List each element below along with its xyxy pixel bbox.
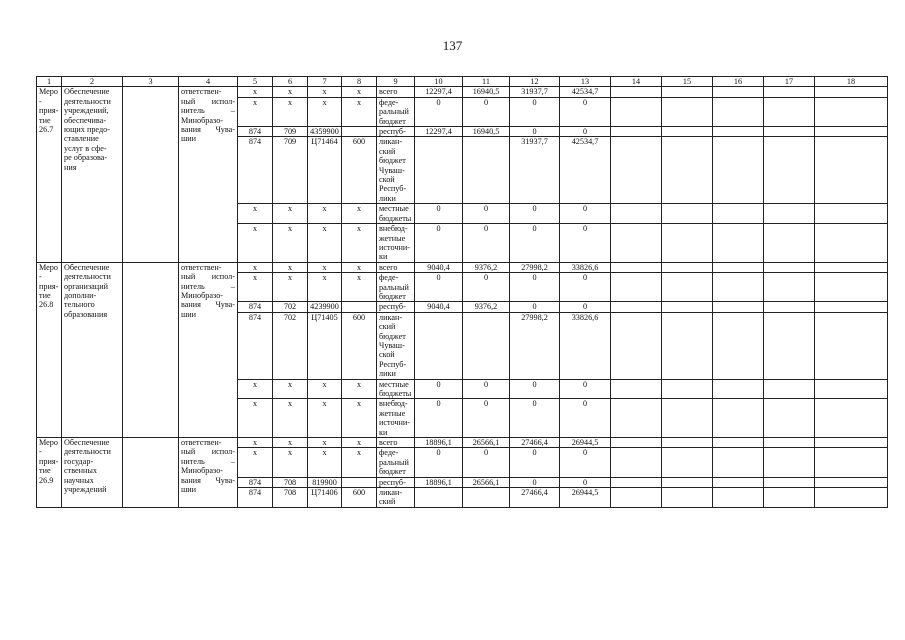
value-col-15: [662, 273, 713, 302]
expense-type-code: x: [342, 379, 377, 399]
value-col-11: [463, 312, 510, 379]
value-col-15: [662, 137, 713, 204]
value-col-12: 0: [510, 379, 560, 399]
value-col-13: 0: [560, 273, 611, 302]
value-col-10: 0: [415, 273, 463, 302]
gr-code: x: [238, 87, 273, 97]
value-col-18: [815, 204, 888, 224]
expense-type-code: x: [342, 448, 377, 477]
value-col-17: [764, 477, 815, 487]
value-col-16: [713, 262, 764, 272]
expense-type-code: x: [342, 204, 377, 224]
value-col-13: 42534,7: [560, 137, 611, 204]
gr-code: 874: [238, 302, 273, 312]
value-col-14: [611, 87, 662, 97]
section-code: 709: [273, 137, 308, 204]
section-code: x: [273, 399, 308, 438]
value-col-14: [611, 273, 662, 302]
value-col-15: [662, 262, 713, 272]
value-col-15: [662, 87, 713, 97]
value-col-12: 27998,2: [510, 312, 560, 379]
target-article-code: x: [308, 87, 342, 97]
budget-table: [36, 76, 888, 508]
value-col-12: 31937,7: [510, 137, 560, 204]
value-col-13: 26944,5: [560, 438, 611, 448]
section-code: 708: [273, 488, 308, 508]
value-col-17: [764, 127, 815, 137]
value-col-17: [764, 379, 815, 399]
column-number-10: 10: [415, 77, 463, 87]
value-col-15: [662, 224, 713, 263]
event-description: Обеспечение деятельности государ- ственных научных учреждений: [62, 438, 123, 508]
value-col-15: [662, 127, 713, 137]
value-col-17: [764, 399, 815, 438]
value-col-11: 0: [463, 448, 510, 477]
funding-source: ликан- ский: [377, 488, 415, 508]
section-code: x: [273, 87, 308, 97]
value-col-17: [764, 273, 815, 302]
value-col-13: 0: [560, 448, 611, 477]
value-col-10: 9040,4: [415, 262, 463, 272]
value-col-15: [662, 448, 713, 477]
expense-type-code: 600: [342, 312, 377, 379]
value-col-15: [662, 97, 713, 126]
target-article-code: 4239900: [308, 302, 342, 312]
table-row: [37, 438, 888, 448]
value-col-11: 26566,1: [463, 438, 510, 448]
value-col-14: [611, 127, 662, 137]
expense-type-code: 600: [342, 137, 377, 204]
funding-source: всего: [377, 262, 415, 272]
value-col-15: [662, 302, 713, 312]
column-number-13: 13: [560, 77, 611, 87]
target-article-code: x: [308, 399, 342, 438]
column-number-12: 12: [510, 77, 560, 87]
value-col-16: [713, 137, 764, 204]
gr-code: x: [238, 379, 273, 399]
value-col-18: [815, 302, 888, 312]
value-col-14: [611, 399, 662, 438]
section-code: x: [273, 97, 308, 126]
value-col-11: 0: [463, 273, 510, 302]
value-col-18: [815, 379, 888, 399]
value-col-11: 0: [463, 379, 510, 399]
value-col-15: [662, 477, 713, 487]
column-3-cell: [123, 87, 179, 262]
value-col-17: [764, 262, 815, 272]
column-number-1: 1: [37, 77, 62, 87]
value-col-14: [611, 137, 662, 204]
value-col-18: [815, 97, 888, 126]
value-col-14: [611, 488, 662, 508]
value-col-11: 9376,2: [463, 262, 510, 272]
section-code: x: [273, 448, 308, 477]
column-number-5: 5: [238, 77, 273, 87]
value-col-15: [662, 204, 713, 224]
value-col-15: [662, 379, 713, 399]
expense-type-code: [342, 477, 377, 487]
target-article-code: Ц71406: [308, 488, 342, 508]
value-col-12: 0: [510, 477, 560, 487]
funding-source: респуб-: [377, 127, 415, 137]
expense-type-code: x: [342, 262, 377, 272]
section-code: x: [273, 438, 308, 448]
value-col-18: [815, 438, 888, 448]
target-article-code: x: [308, 379, 342, 399]
section-code: x: [273, 204, 308, 224]
event-description: Обеспечение деятельности организаций дополни- тельного образования: [62, 262, 123, 437]
value-col-18: [815, 488, 888, 508]
value-col-18: [815, 137, 888, 204]
value-col-11: [463, 137, 510, 204]
value-col-16: [713, 204, 764, 224]
expense-type-code: [342, 127, 377, 137]
value-col-14: [611, 379, 662, 399]
gr-code: x: [238, 204, 273, 224]
expense-type-code: x: [342, 273, 377, 302]
value-col-18: [815, 262, 888, 272]
value-col-12: 0: [510, 127, 560, 137]
value-col-11: 0: [463, 224, 510, 263]
value-col-10: 18896,1: [415, 477, 463, 487]
value-col-18: [815, 273, 888, 302]
column-3-cell: [123, 262, 179, 437]
gr-code: x: [238, 273, 273, 302]
value-col-16: [713, 312, 764, 379]
value-col-14: [611, 448, 662, 477]
target-article-code: 819900: [308, 477, 342, 487]
value-col-16: [713, 477, 764, 487]
value-col-13: 42534,7: [560, 87, 611, 97]
gr-code: 874: [238, 312, 273, 379]
value-col-10: 0: [415, 399, 463, 438]
value-col-18: [815, 224, 888, 263]
value-col-11: 9376,2: [463, 302, 510, 312]
value-col-10: [415, 137, 463, 204]
value-col-11: 0: [463, 204, 510, 224]
column-number-7: 7: [308, 77, 342, 87]
value-col-12: 27466,4: [510, 438, 560, 448]
column-number-2: 2: [62, 77, 123, 87]
value-col-10: [415, 312, 463, 379]
value-col-14: [611, 477, 662, 487]
value-col-12: 27998,2: [510, 262, 560, 272]
event-number: Меро- прия- тие 26.8: [37, 262, 62, 437]
section-code: 708: [273, 477, 308, 487]
column-number-14: 14: [611, 77, 662, 87]
value-col-10: 0: [415, 97, 463, 126]
value-col-14: [611, 97, 662, 126]
value-col-10: [415, 488, 463, 508]
value-col-11: 16940,5: [463, 127, 510, 137]
value-col-12: 27466,4: [510, 488, 560, 508]
value-col-14: [611, 438, 662, 448]
value-col-13: 0: [560, 302, 611, 312]
value-col-12: 0: [510, 204, 560, 224]
table-row: [37, 87, 888, 97]
value-col-17: [764, 438, 815, 448]
expense-type-code: x: [342, 438, 377, 448]
funding-source: внебюд- жетные источни- ки: [377, 399, 415, 438]
value-col-16: [713, 273, 764, 302]
gr-code: 874: [238, 488, 273, 508]
header-row: [37, 77, 888, 87]
section-code: x: [273, 262, 308, 272]
responsible-executor: ответствен- ный испол- нитель – Минобразо- вания Чува- шии: [179, 262, 238, 437]
event-number: Меро- прия- тие 26.7: [37, 87, 62, 262]
gr-code: x: [238, 97, 273, 126]
gr-code: x: [238, 262, 273, 272]
value-col-16: [713, 97, 764, 126]
funding-source: феде- ральный бюджет: [377, 448, 415, 477]
section-code: x: [273, 379, 308, 399]
column-number-16: 16: [713, 77, 764, 87]
column-number-11: 11: [463, 77, 510, 87]
value-col-16: [713, 488, 764, 508]
value-col-18: [815, 399, 888, 438]
value-col-10: 0: [415, 224, 463, 263]
funding-source: феде- ральный бюджет: [377, 97, 415, 126]
value-col-10: 12297,4: [415, 127, 463, 137]
value-col-12: 31937,7: [510, 87, 560, 97]
column-number-4: 4: [179, 77, 238, 87]
table-body: [37, 87, 888, 507]
section-code: 709: [273, 127, 308, 137]
column-number-18: 18: [815, 77, 888, 87]
target-article-code: x: [308, 224, 342, 263]
value-col-16: [713, 448, 764, 477]
funding-source: респуб-: [377, 302, 415, 312]
column-number-6: 6: [273, 77, 308, 87]
value-col-14: [611, 204, 662, 224]
value-col-15: [662, 438, 713, 448]
expense-type-code: 600: [342, 488, 377, 508]
value-col-18: [815, 448, 888, 477]
funding-source: всего: [377, 87, 415, 97]
funding-source: внебюд- жетные источни- ки: [377, 224, 415, 263]
value-col-13: 0: [560, 97, 611, 126]
expense-type-code: x: [342, 97, 377, 126]
value-col-10: 12297,4: [415, 87, 463, 97]
section-code: x: [273, 273, 308, 302]
value-col-16: [713, 87, 764, 97]
value-col-12: 0: [510, 97, 560, 126]
target-article-code: x: [308, 448, 342, 477]
value-col-12: 0: [510, 224, 560, 263]
section-code: 702: [273, 312, 308, 379]
value-col-15: [662, 488, 713, 508]
value-col-13: 0: [560, 224, 611, 263]
value-col-11: 0: [463, 399, 510, 438]
value-col-18: [815, 477, 888, 487]
page-number: 137: [442, 38, 463, 53]
event-description: Обеспечение деятельности учреждений, обеспечива- ющих предо- ставление услуг в сфе- ре образова- ния: [62, 87, 123, 262]
value-col-14: [611, 262, 662, 272]
target-article-code: x: [308, 204, 342, 224]
value-col-15: [662, 399, 713, 438]
target-article-code: Ц71464: [308, 137, 342, 204]
value-col-14: [611, 312, 662, 379]
target-article-code: x: [308, 273, 342, 302]
value-col-17: [764, 312, 815, 379]
value-col-10: 9040,4: [415, 302, 463, 312]
value-col-16: [713, 379, 764, 399]
value-col-14: [611, 302, 662, 312]
value-col-12: 0: [510, 273, 560, 302]
event-number: Меро- прия- тие 26.9: [37, 438, 62, 508]
value-col-13: 26944,5: [560, 488, 611, 508]
value-col-13: 0: [560, 204, 611, 224]
value-col-17: [764, 97, 815, 126]
responsible-executor: ответствен- ный испол- нитель – Минобразо- вания Чува- шии: [179, 87, 238, 262]
gr-code: 874: [238, 127, 273, 137]
value-col-14: [611, 224, 662, 263]
target-article-code: x: [308, 262, 342, 272]
gr-code: x: [238, 438, 273, 448]
value-col-16: [713, 302, 764, 312]
value-col-17: [764, 137, 815, 204]
column-number-8: 8: [342, 77, 377, 87]
gr-code: x: [238, 399, 273, 438]
value-col-18: [815, 127, 888, 137]
table-row: [37, 262, 888, 272]
value-col-17: [764, 224, 815, 263]
column-number-9: 9: [377, 77, 415, 87]
value-col-13: 0: [560, 127, 611, 137]
value-col-17: [764, 204, 815, 224]
target-article-code: Ц71405: [308, 312, 342, 379]
value-col-17: [764, 448, 815, 477]
gr-code: x: [238, 224, 273, 263]
value-col-16: [713, 399, 764, 438]
value-col-10: 0: [415, 379, 463, 399]
value-col-10: 18896,1: [415, 438, 463, 448]
value-col-15: [662, 312, 713, 379]
value-col-11: [463, 488, 510, 508]
value-col-12: 0: [510, 448, 560, 477]
section-code: 702: [273, 302, 308, 312]
funding-source: респуб-: [377, 477, 415, 487]
value-col-13: 33826,6: [560, 262, 611, 272]
expense-type-code: [342, 302, 377, 312]
funding-source: ликан- ский бюджет Чуваш- ской Респуб- лики: [377, 137, 415, 204]
gr-code: 874: [238, 477, 273, 487]
value-col-16: [713, 438, 764, 448]
funding-source: феде- ральный бюджет: [377, 273, 415, 302]
column-number-15: 15: [662, 77, 713, 87]
column-3-cell: [123, 438, 179, 508]
gr-code: x: [238, 448, 273, 477]
value-col-13: 0: [560, 477, 611, 487]
funding-source: всего: [377, 438, 415, 448]
value-col-17: [764, 302, 815, 312]
expense-type-code: x: [342, 87, 377, 97]
value-col-11: 16940,5: [463, 87, 510, 97]
gr-code: 874: [238, 137, 273, 204]
column-number-3: 3: [123, 77, 179, 87]
value-col-13: 0: [560, 379, 611, 399]
section-code: x: [273, 224, 308, 263]
value-col-13: 0: [560, 399, 611, 438]
funding-source: ликан- ский бюджет Чуваш- ской Респуб- лики: [377, 312, 415, 379]
value-col-17: [764, 87, 815, 97]
target-article-code: 4359900: [308, 127, 342, 137]
value-col-11: 26566,1: [463, 477, 510, 487]
value-col-10: 0: [415, 448, 463, 477]
table-header: [37, 77, 888, 87]
value-col-18: [815, 312, 888, 379]
value-col-18: [815, 87, 888, 97]
target-article-code: x: [308, 97, 342, 126]
value-col-11: 0: [463, 97, 510, 126]
expense-type-code: x: [342, 224, 377, 263]
expense-type-code: x: [342, 399, 377, 438]
value-col-16: [713, 224, 764, 263]
value-col-12: 0: [510, 399, 560, 438]
value-col-17: [764, 488, 815, 508]
column-number-17: 17: [764, 77, 815, 87]
responsible-executor: ответствен- ный испол- нитель – Минобразо- вания Чува- шии: [179, 438, 238, 508]
funding-source: местные бюджеты: [377, 379, 415, 399]
value-col-12: 0: [510, 302, 560, 312]
target-article-code: x: [308, 438, 342, 448]
value-col-16: [713, 127, 764, 137]
funding-source: местные бюджеты: [377, 204, 415, 224]
value-col-13: 33826,6: [560, 312, 611, 379]
value-col-10: 0: [415, 204, 463, 224]
